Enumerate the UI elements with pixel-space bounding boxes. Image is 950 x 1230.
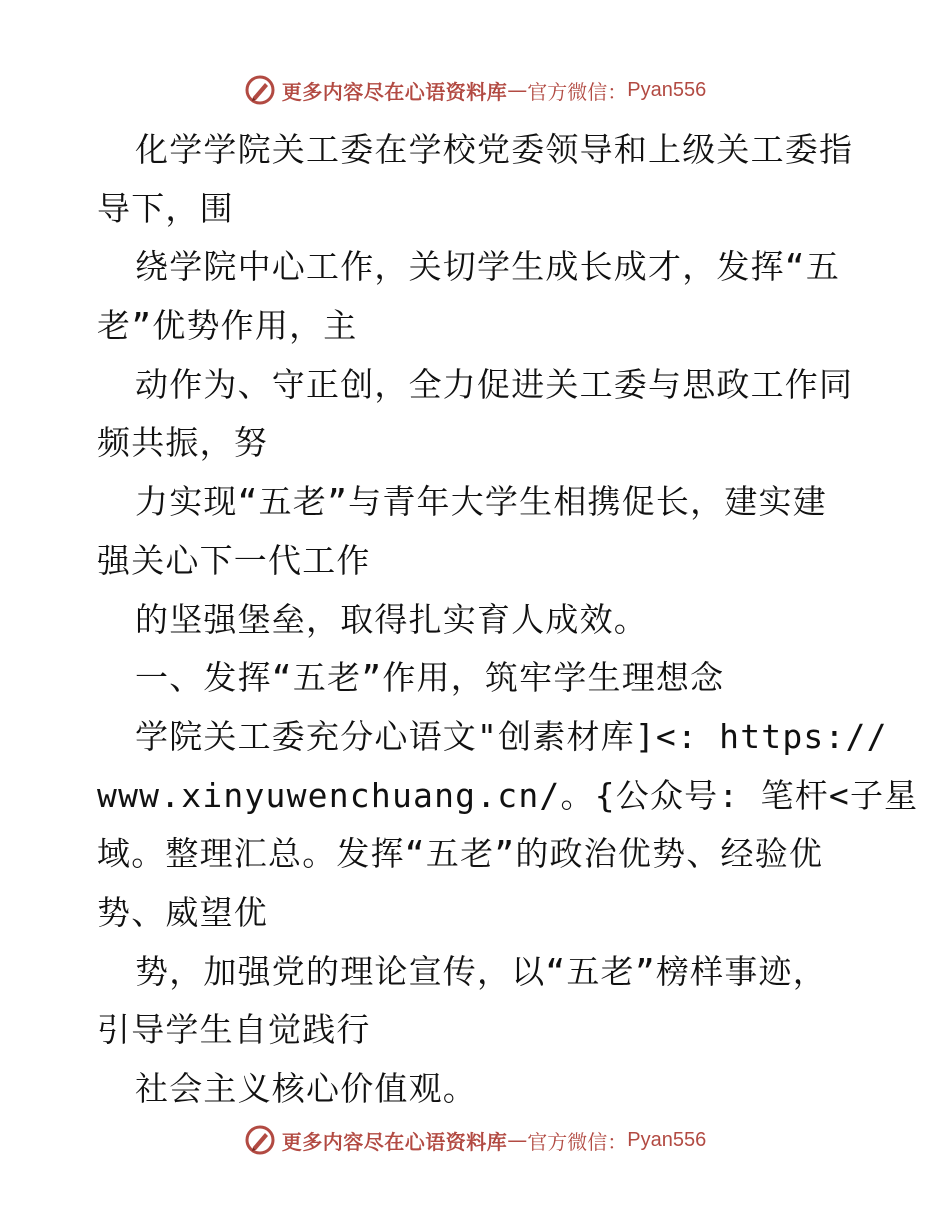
text-line: 学院关工委充分心语文"创素材库]<: https:// bbox=[135, 716, 888, 756]
text-line: 的坚强堡垒，取得扎实育人成效。 bbox=[135, 599, 648, 639]
banner-text: 更多内容尽在心语资料库 bbox=[281, 1129, 508, 1154]
text-line: 社会主义核心价值观。 bbox=[135, 1069, 477, 1108]
text-line: 化学学院关工委在学校党委领导和上级关工委指 bbox=[135, 130, 854, 169]
text-line: 势、威望优 bbox=[97, 892, 268, 932]
pen-logo-icon bbox=[244, 74, 276, 106]
text-line: 域。整理汇总。发挥“五老”的政治优势、经验优 bbox=[97, 834, 824, 874]
body-text bbox=[97, 121, 919, 1119]
text-line: 引导学生自觉践行 bbox=[97, 1010, 371, 1050]
banner-dash: — bbox=[507, 78, 528, 102]
text-line: 频共振，努 bbox=[97, 423, 268, 463]
pen-logo-icon bbox=[244, 1124, 276, 1156]
banner-wechat-id: Pyan556 bbox=[627, 1128, 707, 1151]
text-line: 势，加强党的理论宣传，以“五老”榜样事迹， bbox=[135, 951, 827, 991]
text-line: 强关心下一代工作 bbox=[97, 540, 371, 580]
text-line: 力实现“五老”与青年大学生相携促长，建实建 bbox=[135, 482, 827, 522]
banner-wechat-label: 官方微信： bbox=[527, 79, 628, 104]
banner-wechat-label: 官方微信： bbox=[527, 1129, 628, 1154]
text-line: 导下，围 bbox=[97, 188, 234, 228]
footer-banner bbox=[0, 1120, 950, 1160]
banner-wechat-id: Pyan556 bbox=[627, 78, 707, 101]
text-line: 动作为、守正创，全力促进关工委与思政工作同 bbox=[135, 364, 854, 404]
text-line: 一、发挥“五老”作用，筑牢学生理想念 bbox=[135, 658, 725, 698]
text-line: 绕学院中心工作，关切学生成长成才，发挥“五 bbox=[135, 247, 841, 287]
header-banner bbox=[0, 70, 950, 110]
text-line: www.xinyuwenchuang.cn/。{公众号: 笔杆<子星 bbox=[97, 775, 919, 815]
text-line: 老”优势作用，主 bbox=[97, 306, 358, 346]
banner-dash: — bbox=[507, 1128, 528, 1152]
banner-text: 更多内容尽在心语资料库 bbox=[281, 79, 508, 104]
